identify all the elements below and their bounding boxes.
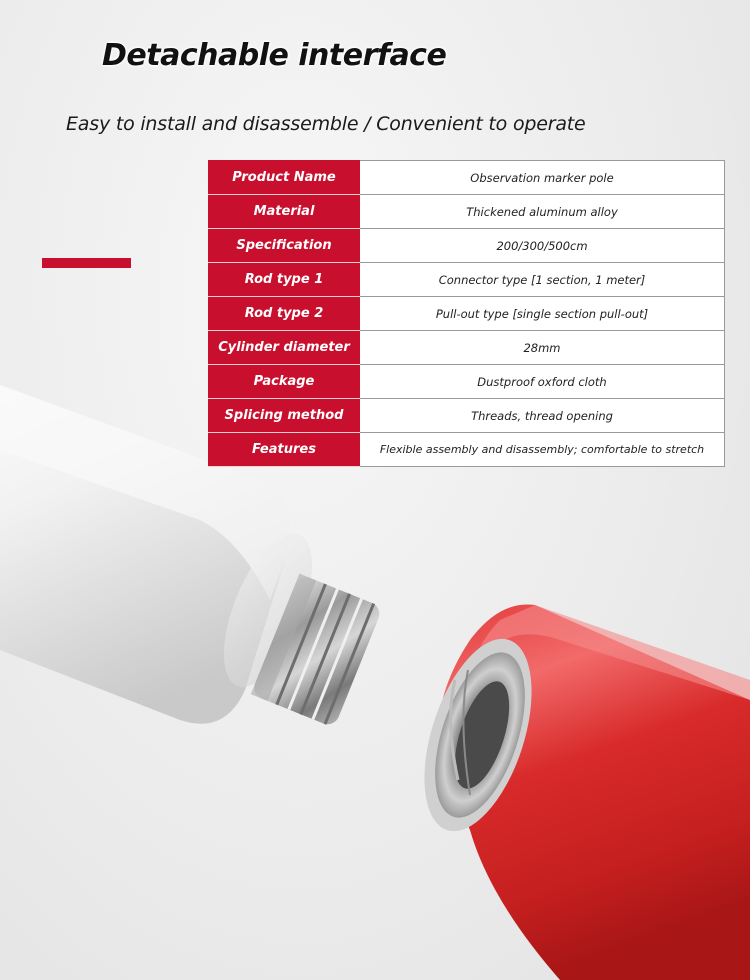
spec-label: Material (209, 195, 360, 229)
page-subtitle: Easy to install and disassemble / Convenient to operate (66, 113, 586, 135)
spec-value: Connector type [1 section, 1 meter] (360, 263, 725, 297)
spec-value: Flexible assembly and disassembly; comfortable to stretch (360, 433, 725, 467)
spec-row (209, 297, 725, 331)
spec-label: Product Name (209, 161, 360, 195)
spec-label: Features (209, 433, 360, 467)
spec-row (209, 263, 725, 297)
spec-value: 28mm (360, 331, 725, 365)
spec-row (209, 195, 725, 229)
spec-label: Specification (209, 229, 360, 263)
spec-row (209, 365, 725, 399)
spec-table (208, 160, 725, 467)
spec-row (209, 399, 725, 433)
spec-row (209, 331, 725, 365)
page-title: Detachable interface (102, 38, 447, 73)
spec-label: Splicing method (209, 399, 360, 433)
spec-value: Dustproof oxford cloth (360, 365, 725, 399)
spec-label: Rod type 1 (209, 263, 360, 297)
spec-label: Rod type 2 (209, 297, 360, 331)
spec-label: Cylinder diameter (209, 331, 360, 365)
spec-value: Thickened aluminum alloy (360, 195, 725, 229)
spec-value: 200/300/500cm (360, 229, 725, 263)
accent-bar (42, 258, 131, 268)
spec-value: Observation marker pole (360, 161, 725, 195)
red-rod (403, 604, 750, 980)
spec-row (209, 229, 725, 263)
spec-row (209, 161, 725, 195)
spec-label: Package (209, 365, 360, 399)
spec-row (209, 433, 725, 467)
spec-value: Pull-out type [single section pull-out] (360, 297, 725, 331)
spec-value: Threads, thread opening (360, 399, 725, 433)
